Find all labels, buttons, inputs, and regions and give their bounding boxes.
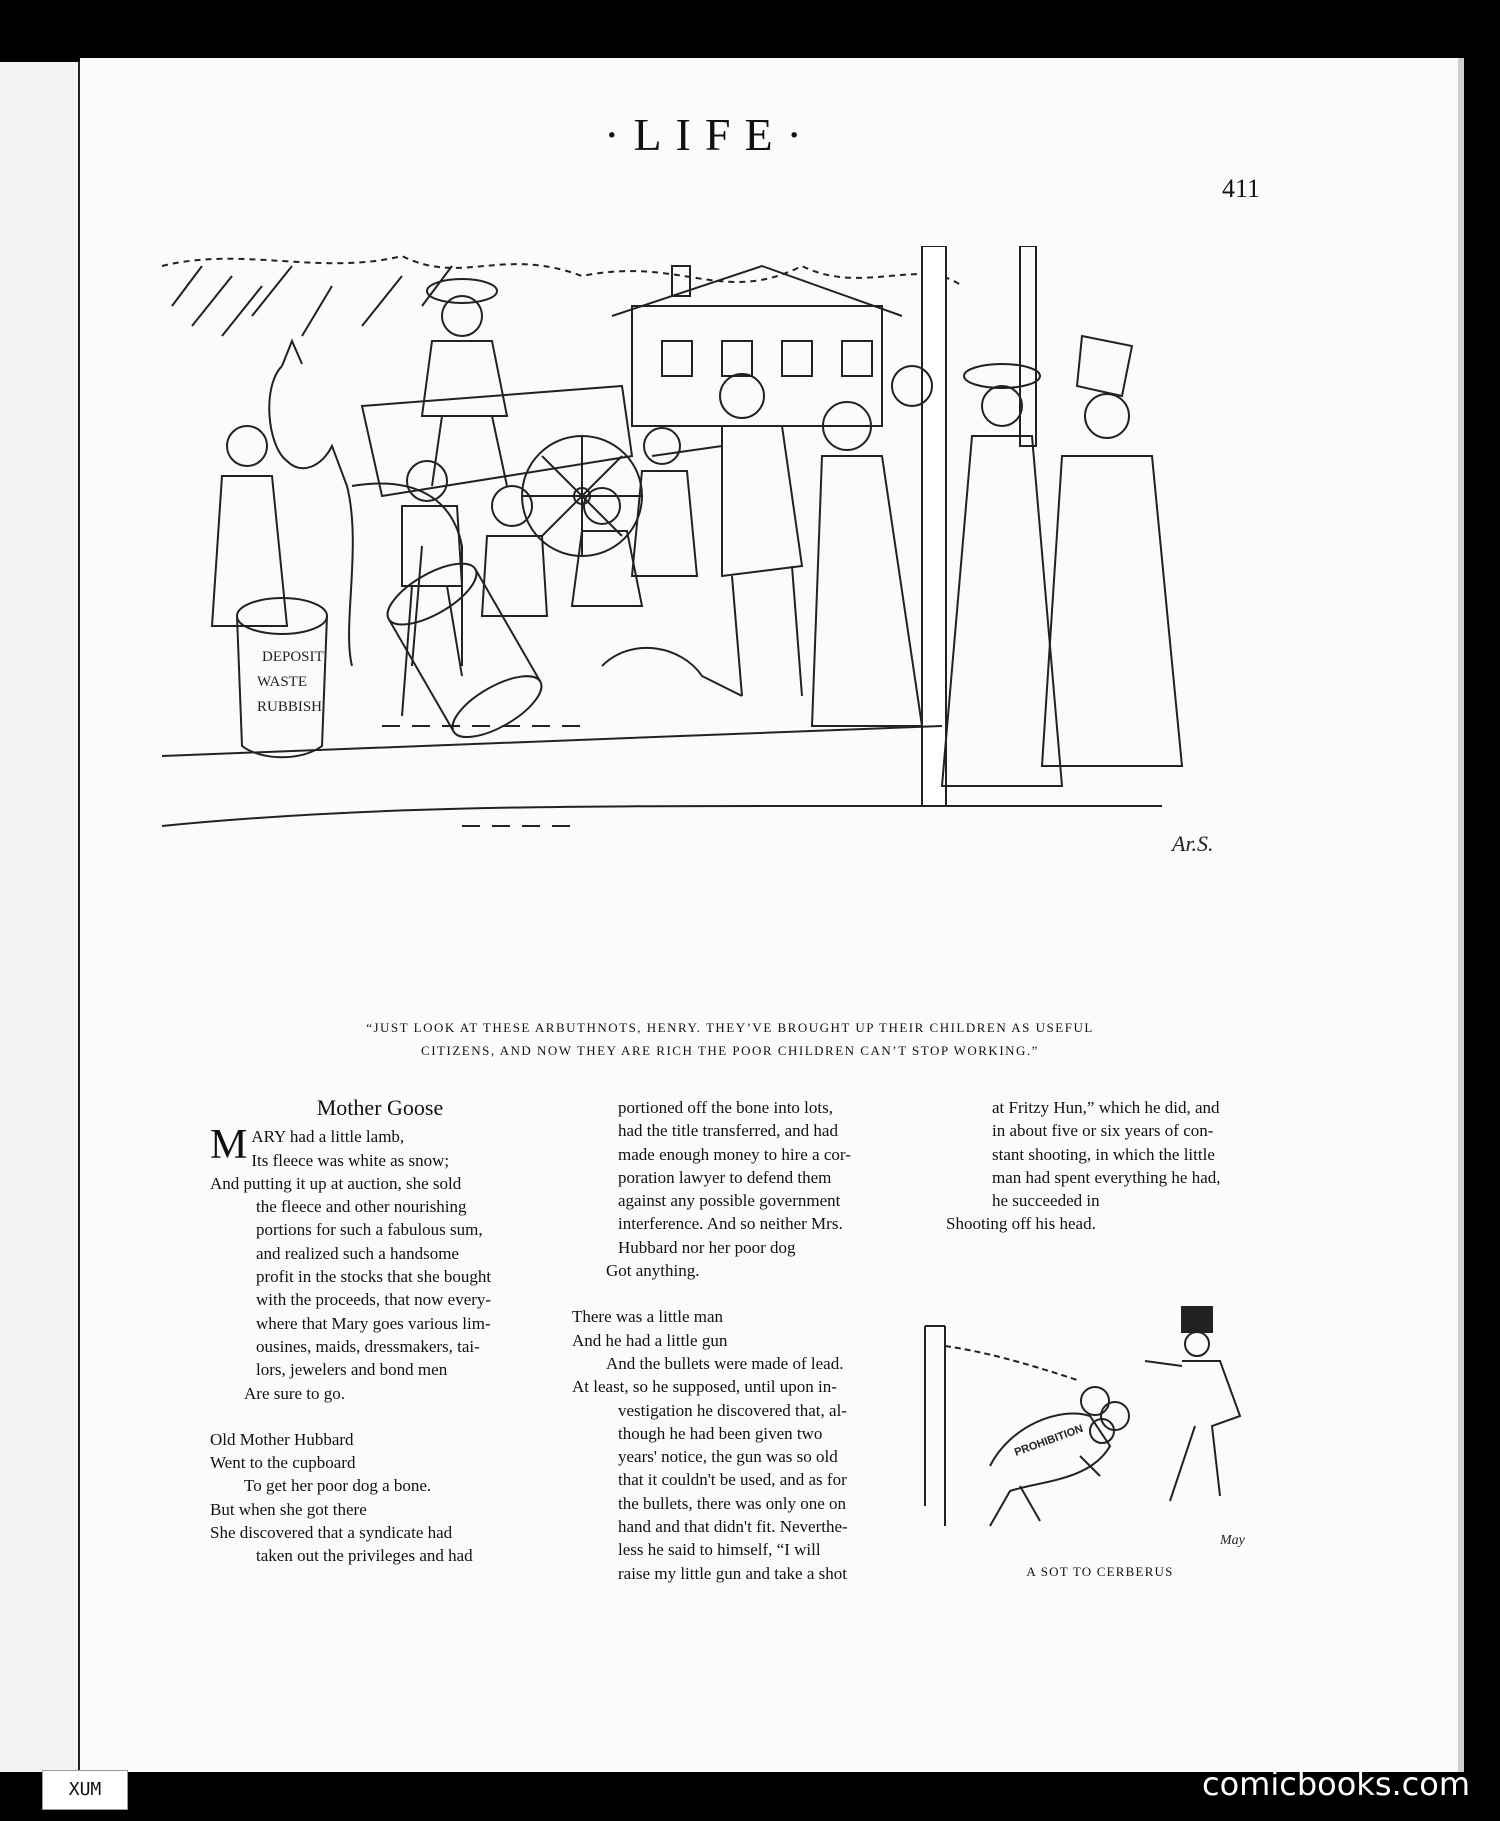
text-line: though he had been given two	[618, 1423, 823, 1443]
text-line: And putting it up at auction, she sold	[210, 1173, 462, 1193]
text-line: But when she got there	[210, 1499, 367, 1519]
pole-right	[1020, 246, 1036, 446]
stanza-gap	[572, 1282, 902, 1305]
illustration-caption	[300, 1016, 1160, 1062]
text-line: and realized such a handsome	[256, 1243, 459, 1263]
top-hat-man	[1145, 1306, 1240, 1501]
horse	[269, 341, 462, 666]
artist-signature: Ar.S.	[1172, 831, 1214, 856]
text-line: To get her poor dog a bone.	[244, 1476, 432, 1496]
text-line: She discovered that a syndicate had	[210, 1523, 453, 1543]
text-line: that it couldn't be used, and as for	[618, 1470, 847, 1490]
text-line: portioned off the bone into lots,	[618, 1098, 833, 1117]
text-line: Shooting off his head.	[946, 1214, 1096, 1234]
foliage	[162, 256, 962, 286]
text-line: against any possible government	[618, 1191, 841, 1211]
house	[612, 266, 902, 426]
text-line: where that Mary goes various lim-	[256, 1313, 491, 1333]
text-line: years' notice, the gun was so old	[618, 1447, 838, 1467]
text-line: vestigation he discovered that, al-	[618, 1400, 847, 1420]
text-line: made enough money to hire a cor-	[618, 1144, 851, 1164]
text-line: in about five or six years of con-	[992, 1121, 1214, 1141]
text-line: And the bullets were made of lead.	[606, 1353, 844, 1373]
lamp-pole	[922, 246, 946, 806]
driver	[422, 279, 507, 486]
can-label	[257, 649, 324, 715]
article-title: Mother Goose	[316, 1095, 444, 1120]
page-number: 411	[1222, 174, 1261, 203]
text-line: man had spent everything he had,	[992, 1167, 1221, 1187]
text-line: Got anything.	[606, 1261, 700, 1281]
text-line: with the proceeds, that now every-	[256, 1290, 492, 1310]
text-line: lors, jewelers and bond men	[256, 1360, 448, 1380]
text-line: Old Mother Hubbard	[210, 1429, 354, 1449]
text-line: interference. And so neither Mrs.	[618, 1214, 843, 1234]
text-line: There was a little man	[572, 1307, 724, 1327]
text-line: the fleece and other nourishing	[256, 1197, 467, 1217]
caption-line: CITIZENS, AND NOW THEY ARE RICH THE POOR CHILDREN CAN’T STOP WORKING.”	[421, 1043, 1039, 1058]
stanza-gap	[210, 1405, 550, 1428]
text-line: profit in the stocks that she bought	[256, 1267, 492, 1287]
article-column-3	[946, 1096, 1264, 1236]
dog	[990, 1387, 1129, 1526]
text-line: had the title transferred, and had	[618, 1121, 838, 1141]
text-line: Are sure to go.	[244, 1383, 346, 1403]
main-illustration	[162, 246, 1342, 986]
text-line: raise my little gun and take a shot	[618, 1563, 847, 1583]
text-line: less he said to himself, “I will	[618, 1540, 821, 1560]
text-line: poration lawyer to defend them	[618, 1167, 832, 1187]
text-line: portions for such a fabulous sum,	[256, 1220, 483, 1240]
text-line: he succeeded in	[992, 1191, 1100, 1211]
text-line: ousines, maids, dressmakers, tai-	[256, 1336, 480, 1356]
text-line: Its fleece was white as snow;	[251, 1150, 450, 1170]
left-page-edge	[0, 62, 80, 1772]
masthead-title: ·LIFE·	[604, 109, 816, 160]
svg-text:WASTE: WASTE	[257, 674, 307, 690]
chain	[945, 1346, 1080, 1381]
cerberus-cartoon	[920, 1306, 1260, 1556]
text-line: At least, so he supposed, until upon in-	[572, 1377, 837, 1397]
wall	[925, 1326, 945, 1526]
sidewalk	[162, 726, 1162, 826]
gentleman	[652, 374, 802, 696]
text-line: taken out the privileges and had	[256, 1546, 473, 1566]
article-column-2	[572, 1096, 902, 1585]
source-badge: XUM	[42, 1770, 128, 1810]
drop-cap: M	[210, 1122, 248, 1169]
text-line: Went to the cupboard	[210, 1453, 356, 1473]
ladies-and-onlookers	[812, 336, 1182, 786]
text-line: Hubbard nor her poor dog	[618, 1237, 796, 1257]
text-line: hand and that didn't fit. Neverthe-	[618, 1517, 848, 1537]
foliage-hatch	[172, 266, 452, 336]
text-line: ARY had a little lamb,	[251, 1127, 405, 1147]
article-column-1	[210, 1096, 550, 1568]
svg-text:DEPOSIT: DEPOSIT	[262, 649, 324, 665]
prohibition-label: PROHIBITION	[1012, 1422, 1085, 1459]
text-line: And he had a little gun	[572, 1330, 728, 1350]
cartoon-signature: May	[1220, 1533, 1245, 1548]
svg-text:RUBBISH: RUBBISH	[257, 699, 323, 715]
text-line: the bullets, there was only one on	[618, 1493, 847, 1513]
text-line: stant shooting, in which the little	[992, 1144, 1215, 1164]
text-line: at Fritzy Hun,” which he did, and	[992, 1098, 1220, 1117]
caption-line: “JUST LOOK AT THESE ARBUTHNOTS, HENRY. THEY’VE BROUGHT UP THEIR CHILDREN AS USEFUL	[366, 1020, 1094, 1035]
watermark: comicbooks.com	[1201, 1765, 1470, 1803]
cartoon-caption: A SOT TO CERBERUS	[1026, 1564, 1174, 1579]
